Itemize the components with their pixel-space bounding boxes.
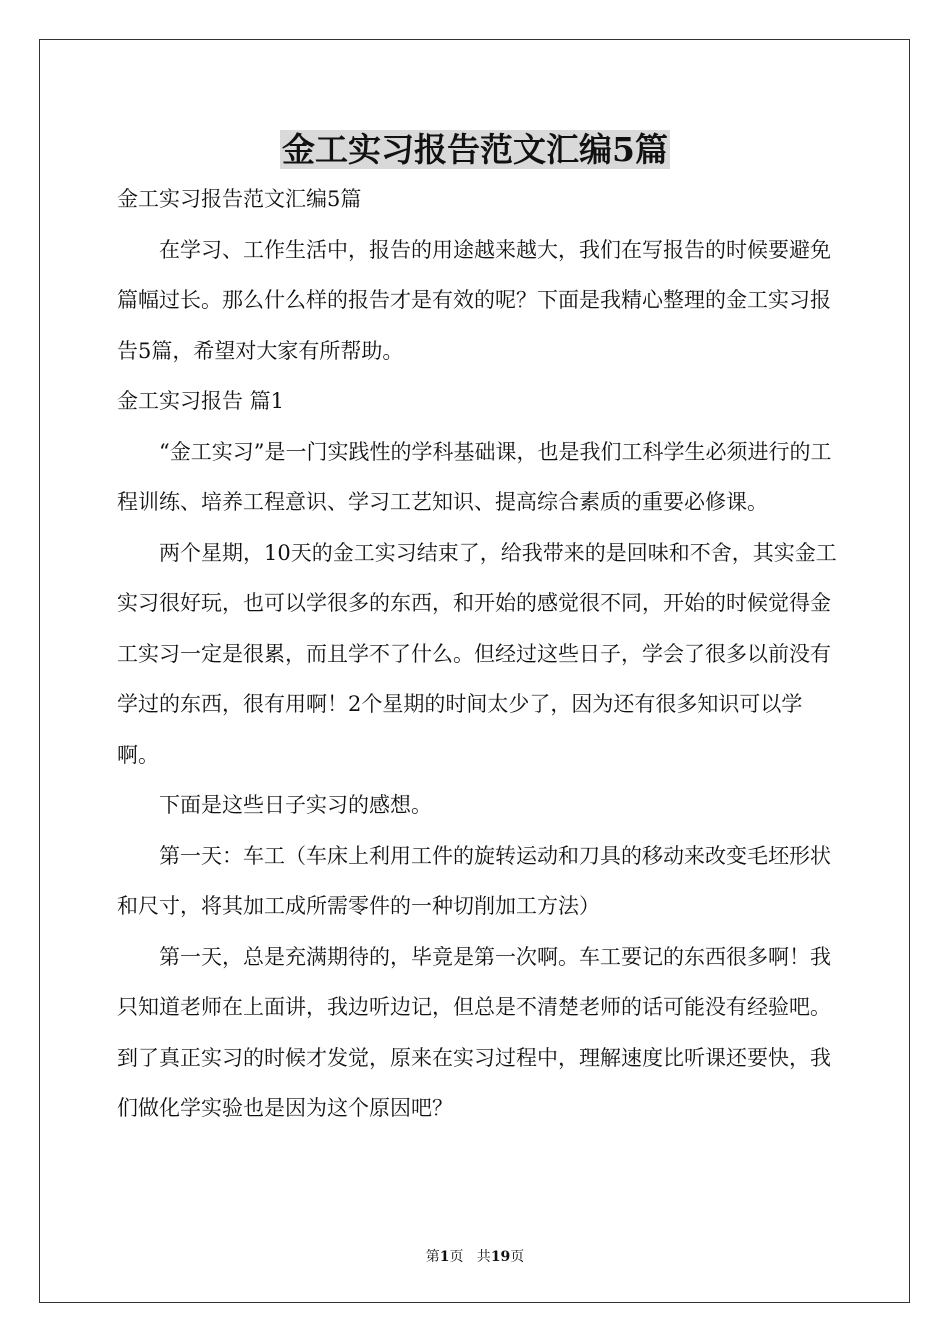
paragraph-body: 两个星期，10天的金工实习结束了，给我带来的是回味和不舍，其实金工实习很好玩，也可以学很多的东西，和开始的感觉很不同，开始的时候觉得金工实习一定是很累，而且学不了什么。但经过这些日子，学会了很多以前没有学过的东西，很有用啊！2个星期的时间太少了，因为还有很多知识可以学啊。 <box>117 540 837 767</box>
footer-total-pages: 19 <box>490 1249 511 1265</box>
paragraph-section-heading: 金工实习报告 篇1 <box>117 389 285 413</box>
footer-suffix: 页 <box>510 1249 525 1265</box>
paragraph-body: 第一天，总是充满期待的，毕竟是第一次啊。车工要记的东西很多啊！我只知道老师在上面讲，我边听边记，但总是不清楚老师的话可能没有经验吧。到了真正实习的时候才发觉，原来在实习过程中，理解速度比听课还要快，我们做化学实验也是因为这个原因吧？ <box>117 944 831 1120</box>
document-title <box>0 126 950 174</box>
paragraph-intro: 在学习、工作生活中，报告的用途越来越大，我们在写报告的时候要避免篇幅过长。那么什么样的报告才是有效的呢？下面是我精心整理的金工实习报告5篇，希望对大家有所帮助。 <box>117 237 831 363</box>
footer-page-number: 1 <box>439 1249 450 1265</box>
paragraph-body: 下面是这些日子实习的感想。 <box>159 793 432 817</box>
paragraph-body: 第一天：车工（车床上利用工件的旋转运动和刀具的移动来改变毛坯形状和尺寸，将其加工成所需零件的一种切削加工方法） <box>117 843 831 918</box>
paragraph-subtitle: 金工实习报告范文汇编5篇 <box>117 187 362 211</box>
page-footer <box>0 1247 950 1267</box>
footer-prefix: 第 <box>425 1249 440 1265</box>
document-body <box>117 174 837 1134</box>
paragraph-body: “金工实习”是一门实践性的学科基础课，也是我们工科学生必须进行的工程训练、培养工程意识、学习工艺知识、提高综合素质的重要必修课。 <box>117 439 832 514</box>
footer-mid: 页 共 <box>449 1249 491 1265</box>
document-title-text: 金工实习报告范文汇编5篇 <box>282 130 668 169</box>
